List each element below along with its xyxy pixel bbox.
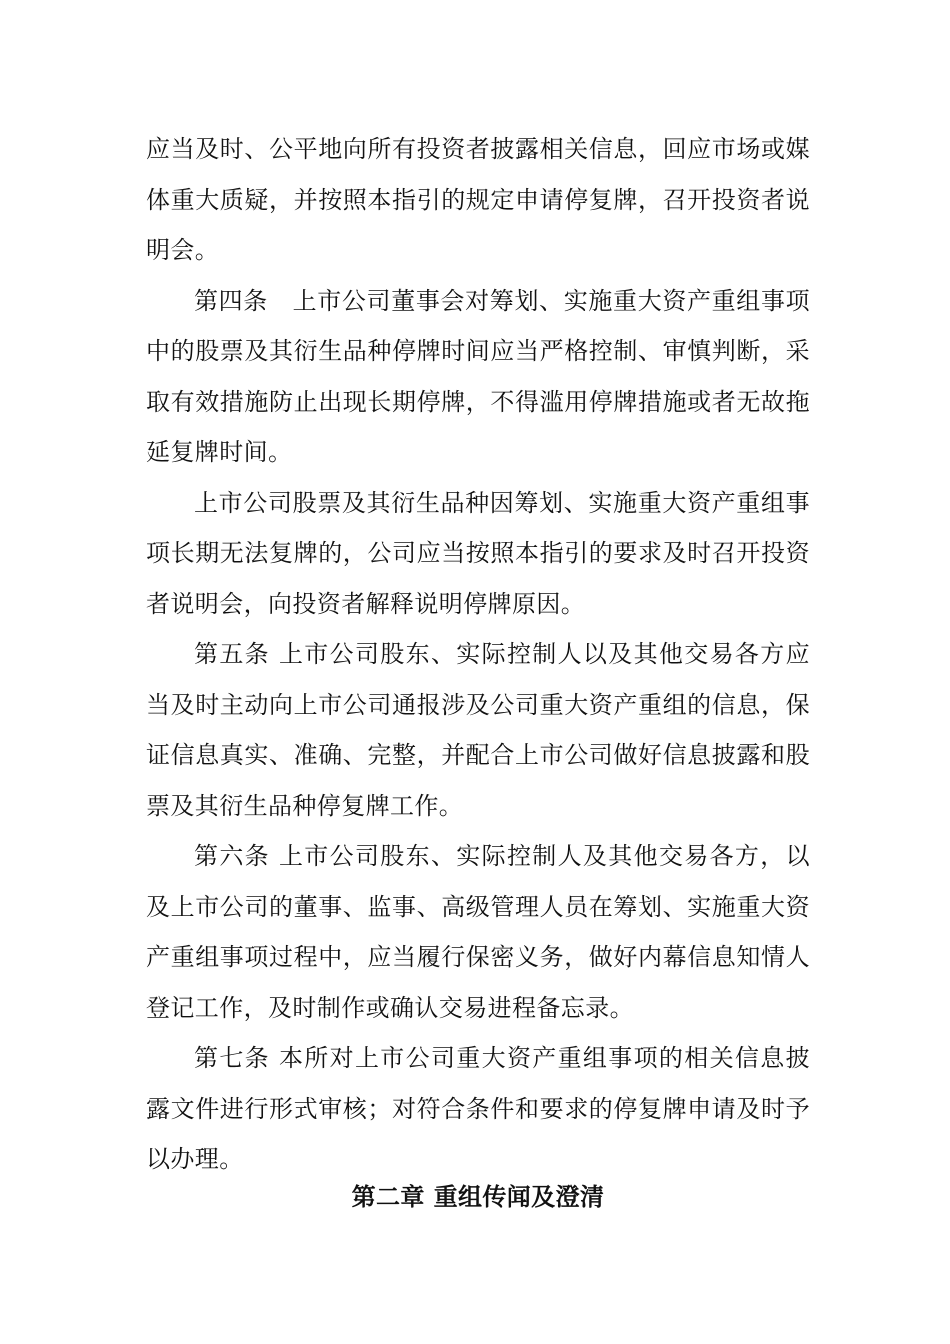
paragraph-article-5: 第五条 上市公司股东、实际控制人以及其他交易各方应当及时主动向上市公司通报涉及公司重大资产重组的信息，保证信息真实、准确、完整，并配合上市公司做好信息披露和股票及其衍生品种停复牌工作。: [146, 640, 810, 820]
paragraph-article-7: 第七条 本所对上市公司重大资产重组事项的相关信息披露文件进行形式审核；对符合条件和要求的停复牌申请及时予以办理。: [146, 1044, 810, 1173]
chapter-heading: 第二章 重组传闻及澄清: [351, 1182, 605, 1211]
paragraph-article-4: 第四条 上市公司董事会对筹划、实施重大资产重组事项中的股票及其衍生品种停牌时间应当严格控制、审慎判断，采取有效措施防止出现长期停牌，不得滥用停牌措施或者无故拖延复牌时间。: [146, 286, 810, 466]
paragraph-continuation: 应当及时、公平地向所有投资者披露相关信息，回应市场或媒体重大质疑，并按照本指引的规定申请停复牌，召开投资者说明会。: [146, 135, 810, 264]
body-text: [146, 124, 810, 1185]
paragraph-article-4-second: 上市公司股票及其衍生品种因筹划、实施重大资产重组事项长期无法复牌的，公司应当按照本指引的要求及时召开投资者说明会，向投资者解释说明停牌原因。: [146, 488, 810, 618]
paragraph-article-6: 第六条 上市公司股东、实际控制人及其他交易各方，以及上市公司的董事、监事、高级管理人员在筹划、实施重大资产重组事项过程中，应当履行保密义务，做好内幕信息知情人登记工作，及时制作或确认交易进程备忘录。: [146, 842, 810, 1022]
